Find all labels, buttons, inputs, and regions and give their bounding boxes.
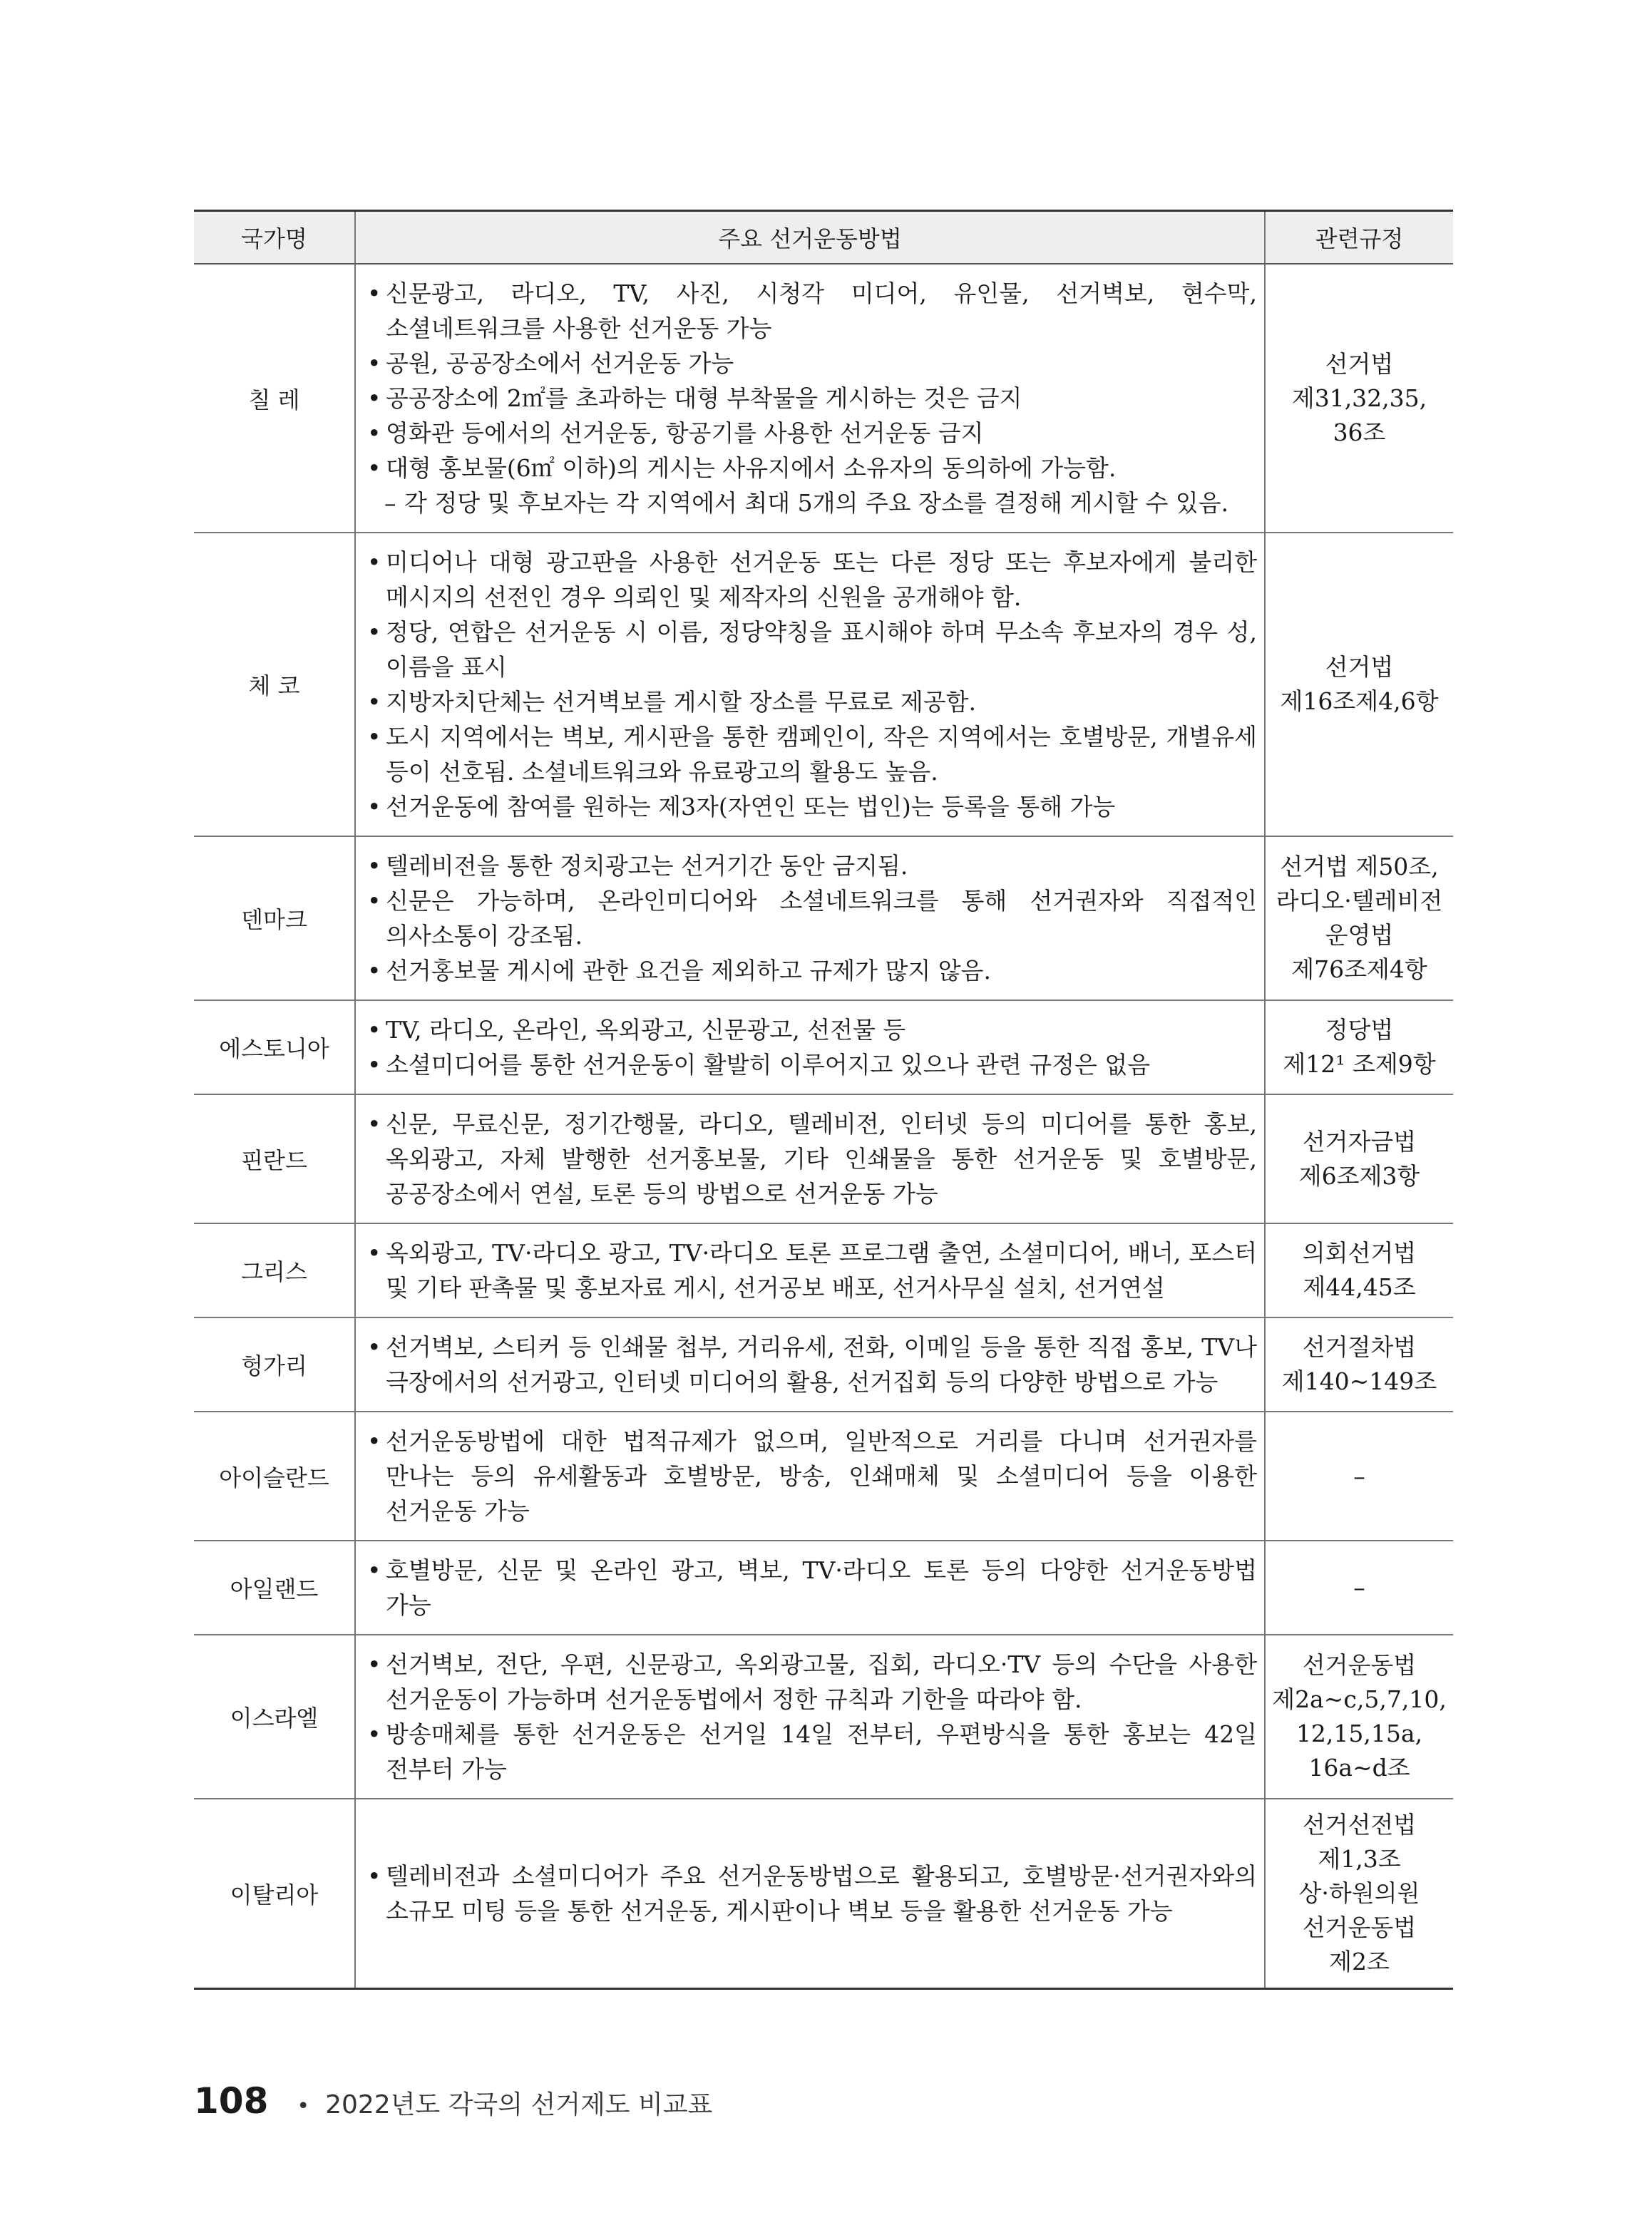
country-cell: 덴마크 <box>194 836 355 1000</box>
rule-line: 제2a~c,5,7,10, <box>1272 1685 1447 1713</box>
header-country: 국가명 <box>194 211 355 264</box>
election-campaign-table <box>194 210 1453 1990</box>
table-row <box>194 1317 1453 1412</box>
method-item: • 공공장소에 2㎡를 초과하는 대형 부착물을 게시하는 것은 금지 <box>366 381 1257 416</box>
table-row <box>194 1412 1453 1541</box>
table-row <box>194 1000 1453 1094</box>
rule-cell <box>1265 1799 1453 1989</box>
rule-line: 의회선거법 <box>1302 1239 1417 1267</box>
method-item: • TV, 라디오, 온라인, 옥외광고, 신문광고, 선전물 등 <box>366 1012 1257 1047</box>
methods-cell <box>355 1412 1265 1541</box>
rule-line: 16a~d조 <box>1308 1754 1410 1782</box>
rule-line: 선거운동법 <box>1302 1913 1417 1941</box>
method-item: • 지방자치단체는 선거벽보를 게시할 장소를 무료로 제공함. <box>366 684 1257 719</box>
country-cell: 에스토니아 <box>194 1000 355 1094</box>
methods-cell <box>355 1317 1265 1412</box>
rule-line: 선거선전법 <box>1302 1811 1417 1839</box>
methods-cell <box>355 1799 1265 1989</box>
table-header-row <box>194 211 1453 264</box>
rule-line: 12,15,15a, <box>1296 1720 1423 1747</box>
rule-cell <box>1265 1223 1453 1317</box>
rule-line: 제2조 <box>1329 1948 1390 1976</box>
method-item: • 공원, 공공장소에서 선거운동 가능 <box>366 346 1257 381</box>
rule-line: 제140~149조 <box>1281 1367 1437 1395</box>
country-cell: 이스라엘 <box>194 1635 355 1799</box>
country-cell: 그리스 <box>194 1223 355 1317</box>
rule-line: 제44,45조 <box>1303 1273 1416 1301</box>
rule-line: 선거운동법 <box>1302 1651 1417 1679</box>
method-item: • 선거운동에 참여를 원하는 제3자(자연인 또는 법인)는 등록을 통해 가능 <box>366 789 1257 824</box>
table-row <box>194 1799 1453 1989</box>
methods-cell <box>355 1635 1265 1799</box>
rule-line: 상·하원의원 <box>1298 1879 1420 1907</box>
method-item: • 호별방문, 신문 및 온라인 광고, 벽보, TV·라디오 토론 등의 다양한 선거운동방법 가능 <box>366 1553 1257 1623</box>
rule-cell <box>1265 1635 1453 1799</box>
footer-separator: • <box>297 2094 310 2119</box>
book-title: 2022년도 각국의 선거제도 비교표 <box>325 2090 713 2120</box>
methods-cell <box>355 1000 1265 1094</box>
method-item: • 신문광고, 라디오, TV, 사진, 시청각 미디어, 유인물, 선거벽보, 현수막, 소셜네트워크를 사용한 선거운동 가능 <box>366 276 1257 346</box>
rule-line: 제12¹ 조제9항 <box>1283 1050 1436 1078</box>
method-item: • 신문, 무료신문, 정기간행물, 라디오, 텔레비전, 인터넷 등의 미디어를 통한 홍보, 옥외광고, 자체 발행한 선거홍보물, 기타 인쇄물을 통한 선거운동 및 호별방문, 공공장소에서 연설, 토론 등의 방법으로 선거운동 가능 <box>366 1106 1257 1211</box>
country-cell: 칠 레 <box>194 264 355 533</box>
rule-line: 제31,32,35, <box>1291 384 1427 412</box>
rule-line: 제1,3조 <box>1318 1845 1401 1873</box>
method-subitem: – 각 정당 및 후보자는 각 지역에서 최대 5개의 주요 장소를 결정해 게시할 수 있음. <box>366 485 1257 520</box>
rule-line: 선거절차법 <box>1302 1333 1417 1361</box>
methods-cell <box>355 1094 1265 1223</box>
method-item: • 선거벽보, 전단, 우편, 신문광고, 옥외광고물, 집회, 라디오·TV 등의 수단을 사용한 선거운동이 가능하며 선거운동법에서 정한 규칙과 기한을 따라야 함. <box>366 1647 1257 1717</box>
method-item: • 텔레비전과 소셜미디어가 주요 선거운동방법으로 활용되고, 호별방문·선거권자와의 소규모 미팅 등을 통한 선거운동, 게시판이나 벽보 등을 활용한 선거운동 가능 <box>366 1859 1257 1928</box>
method-item: • 텔레비전을 통한 정치광고는 선거기간 동안 금지됨. <box>366 848 1257 883</box>
method-item: • 방송매체를 통한 선거운동은 선거일 14일 전부터, 우편방식을 통한 홍보는 42일 전부터 가능 <box>366 1717 1257 1787</box>
methods-cell <box>355 264 1265 533</box>
rule-line: 선거법 <box>1325 653 1394 681</box>
rule-line: 선거자금법 <box>1302 1127 1417 1156</box>
header-methods: 주요 선거운동방법 <box>355 211 1265 264</box>
table-row <box>194 1541 1453 1635</box>
method-item: • 미디어나 대형 광고판을 사용한 선거운동 또는 다른 정당 또는 후보자에게 불리한 메시지의 선전인 경우 의뢰인 및 제작자의 신원을 공개해야 함. <box>366 545 1257 615</box>
rule-cell <box>1265 1541 1453 1635</box>
rule-line: – <box>1353 1573 1365 1601</box>
country-cell: 헝가리 <box>194 1317 355 1412</box>
table-row <box>194 1094 1453 1223</box>
method-item: • 선거운동방법에 대한 법적규제가 없으며, 일반적으로 거리를 다니며 선거권자를 만나는 등의 유세활동과 호별방문, 방송, 인쇄매체 및 소셜미디어 등을 이용한 선거운동 가능 <box>366 1424 1257 1529</box>
country-cell: 아이슬란드 <box>194 1412 355 1541</box>
method-item: • 옥외광고, TV·라디오 광고, TV·라디오 토론 프로그램 출연, 소셜미디어, 배너, 포스터 및 기타 판촉물 및 홍보자료 게시, 선거공보 배포, 선거사무실 설치, 선거연설 <box>366 1235 1257 1305</box>
country-cell: 이탈리아 <box>194 1799 355 1989</box>
header-rules: 관련규정 <box>1265 211 1453 264</box>
rule-cell <box>1265 1000 1453 1094</box>
method-item: • 도시 지역에서는 벽보, 게시판을 통한 캠페인이, 작은 지역에서는 호별방문, 개별유세 등이 선호됨. 소셜네트워크와 유료광고의 활용도 높음. <box>366 719 1257 789</box>
rule-cell <box>1265 1317 1453 1412</box>
method-item: • 대형 홍보물(6㎡ 이하)의 게시는 사유지에서 소유자의 동의하에 가능함. <box>366 451 1257 485</box>
methods-cell <box>355 1223 1265 1317</box>
country-cell: 핀란드 <box>194 1094 355 1223</box>
method-item: • 신문은 가능하며, 온라인미디어와 소셜네트워크를 통해 선거권자와 직접적인 의사소통이 강조됨. <box>366 883 1257 953</box>
method-item: • 선거홍보물 게시에 관한 요건을 제외하고 규제가 많지 않음. <box>366 953 1257 988</box>
table-row <box>194 264 1453 533</box>
methods-cell <box>355 836 1265 1000</box>
rule-line: 제16조제4,6항 <box>1280 687 1439 715</box>
rule-cell <box>1265 1412 1453 1541</box>
rule-line: 운영법 <box>1325 921 1394 949</box>
rule-line: 제6조제3항 <box>1298 1161 1420 1190</box>
rule-line: 제76조제4항 <box>1291 955 1427 983</box>
rule-line: 선거법 제50조, <box>1280 853 1439 880</box>
method-item: • 선거벽보, 스티커 등 인쇄물 첩부, 거리유세, 전화, 이메일 등을 통한 직접 홍보, TV나 극장에서의 선거광고, 인터넷 미디어의 활용, 선거집회 등의 다양한 방법으로 가능 <box>366 1330 1257 1399</box>
page-number: 108 <box>194 2080 269 2122</box>
methods-cell <box>355 1541 1265 1635</box>
rule-line: 정당법 <box>1325 1016 1394 1044</box>
rule-line: – <box>1353 1461 1365 1490</box>
methods-cell <box>355 533 1265 836</box>
rule-cell <box>1265 533 1453 836</box>
rule-cell <box>1265 1094 1453 1223</box>
rule-line: 36조 <box>1333 418 1386 446</box>
table-row <box>194 533 1453 836</box>
table-row <box>194 1223 1453 1317</box>
table-row <box>194 836 1453 1000</box>
country-cell: 아일랜드 <box>194 1541 355 1635</box>
country-cell: 체 코 <box>194 533 355 836</box>
method-item: • 영화관 등에서의 선거운동, 항공기를 사용한 선거운동 금지 <box>366 416 1257 451</box>
rule-line: 선거법 <box>1325 349 1394 378</box>
table-row <box>194 1635 1453 1799</box>
rule-line: 라디오·텔레비전 <box>1276 887 1443 915</box>
rule-cell <box>1265 264 1453 533</box>
method-item: • 정당, 연합은 선거운동 시 이름, 정당약칭을 표시해야 하며 무소속 후보자의 경우 성, 이름을 표시 <box>366 615 1257 684</box>
rule-cell <box>1265 836 1453 1000</box>
page-footer <box>194 2080 712 2122</box>
method-item: • 소셜미디어를 통한 선거운동이 활발히 이루어지고 있으나 관련 규정은 없음 <box>366 1047 1257 1082</box>
